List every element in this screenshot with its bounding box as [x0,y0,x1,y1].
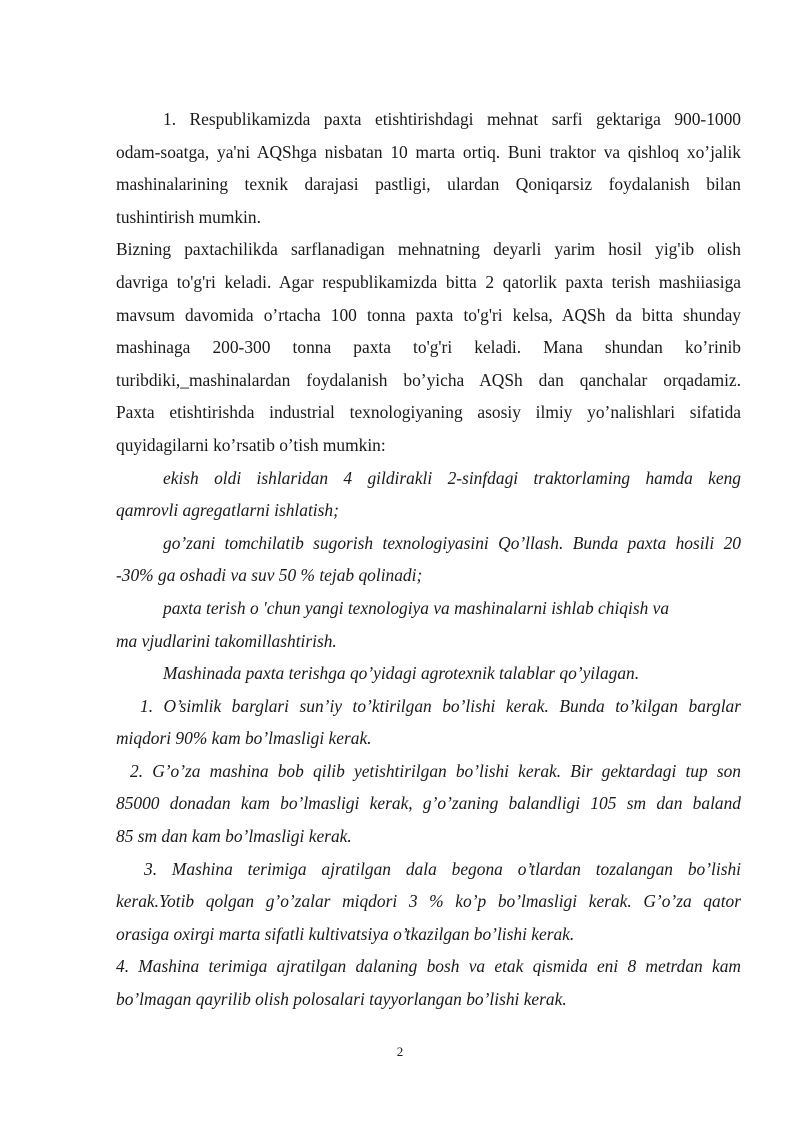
text-line-7: mavsum davomida o’rtacha 100 tonna paxta to'g'ri kelsa, AQSh da bitta shunday [116,304,741,325]
text-line-2: odam-soatga, ya'ni AQShga nisbatan 10 marta ortiq. Buni traktor va qishloq xo’jalik [116,141,741,162]
requirement-item-1: 1. O’simlik barglari sun’iy to’ktirilgan bo’lishi kerak. Bunda to’kilgan barglar [140,695,741,716]
text-line-6: davriga to'g'ri keladi. Agar respublikamizda bitta 2 qatorlik paxta terish mashiiasiga [116,271,741,292]
requirement-item-4: 4. Mashina terimiga ajratilgan dalaning bosh va etak qismida eni 8 metrdan kam [116,956,741,977]
requirement-item-2: 2. G’o’za mashina bob qilib yetishtirilgan bo’lishi kerak. Bir gektardagi tup son [130,760,741,781]
text-line-4: tushintirish mumkin. [116,206,261,227]
requirement-item-2-cont: 85 sm dan kam bo’lmasligi kerak. [116,826,352,847]
text-line-8: mashinaga 200-300 tonna paxta to'g'ri keladi. Mana shundan ko’rinib [116,337,741,358]
page-number: 2 [396,1044,404,1059]
requirements-heading: Mashinada paxta terishga qo’yidagi agrotexnik talablar qo’yilagan. [163,663,640,684]
requirement-item-3-cont: kerak.Yotib qolgan g’o’zalar miqdori 3 % ko’p bo’lmasligi kerak. G’o’za qator [116,891,741,912]
list-item-text: ma vjudlarini takomillashtirish. [116,630,337,651]
text-line-3: mashinalarining texnik darajasi pastligi, ulardan Qoniqarsiz foydalanish bilan [116,174,741,195]
text-line-10: Paxta etishtirishda industrial texnologiyaning asosiy ilmiy yo’nalishlari sifatida [116,402,741,423]
list-item-text: -30% ga oshadi va suv 50 % tejab qolinadi; [116,565,423,586]
requirement-item-2-cont: 85000 donadan kam bo’lmasligi kerak, g’o’zaning balandligi 105 sm dan baland [116,793,741,814]
list-item-text: qamrovli agregatlarni ishlatish; [116,500,339,521]
text-line-5: Bizning paxtachilikda sarflanadigan mehnatning deyarli yarim hosil yig'ib olish [116,239,741,260]
requirement-item-1-cont: miqdori 90% kam bo’lmasligi kerak. [116,728,372,749]
list-item-text: paxta terish o 'chun yangi texnologiya va mashinalarni ishlab chiqish va [163,597,670,618]
list-item-text: ekish oldi ishlaridan 4 gildirakli 2-sinfdagi traktorlaming hamda keng [163,467,741,488]
requirement-item-3-cont: orasiga oxirgi marta sifatli kultivatsiya o’tkazilgan bo’lishi kerak. [116,923,575,944]
requirement-item-3: 3. Mashina terimiga ajratilgan dala begona o’tlardan tozalangan bo’lishi [144,858,741,879]
text-line-11: quyidagilarni ko’rsatib o’tish mumkin: [116,434,386,455]
text-line-1: 1. Respublikamizda paxta etishtirishdagi mehnat sarfi gektariga 900-1000 [163,109,741,129]
list-item-text: go’zani tomchilatib sugorish texnologiyasini Qo’llash. Bunda paxta hosili 20 [163,532,741,553]
body-text [116,103,741,1016]
text-line-9: turibdiki,_mashinalardan foydalanish bo’yicha AQSh dan qanchalar orqadamiz. [116,369,741,390]
requirement-item-4-cont: bo’lmagan qayrilib olish polosalari tayyorlangan bo’lishi kerak. [116,989,567,1010]
